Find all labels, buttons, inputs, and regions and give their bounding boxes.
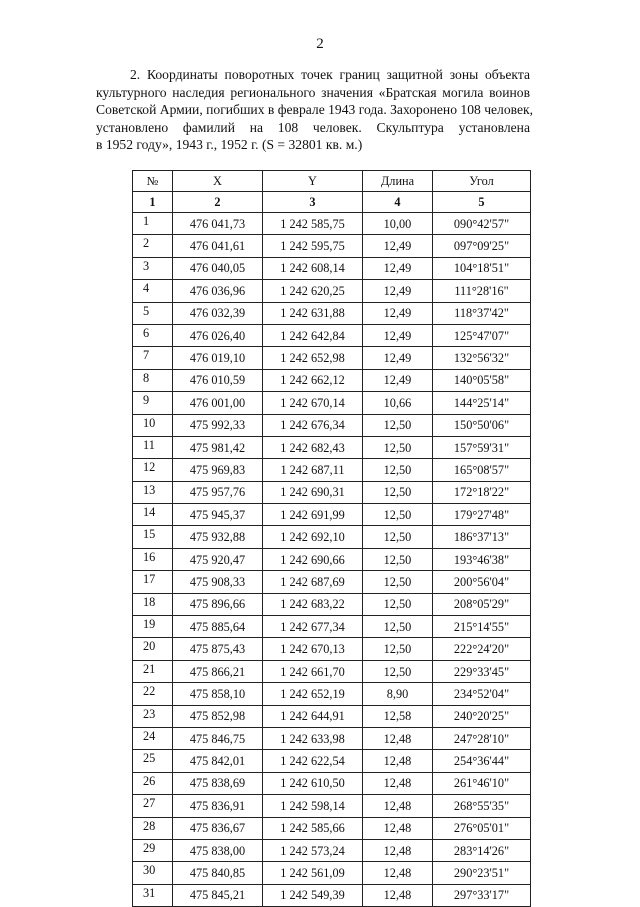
angle-cell: 240°20'25": [433, 705, 531, 727]
intro-line: культурного наследия регионального значения «Братская могила воинов: [96, 84, 530, 100]
y-cell: 1 242 631,88: [263, 302, 363, 324]
point-number-cell: 30: [133, 862, 173, 884]
x-cell: 475 845,21: [173, 884, 263, 906]
angle-cell: 140°05'58": [433, 369, 531, 391]
x-cell: 475 945,37: [173, 504, 263, 526]
length-cell: 12,50: [363, 526, 433, 548]
table-row: [133, 839, 531, 861]
column-number-row: [133, 192, 531, 213]
table-row: [133, 772, 531, 794]
point-number-cell: 16: [133, 548, 173, 570]
point-number-cell: 10: [133, 414, 173, 436]
point-number-cell: 8: [133, 369, 173, 391]
angle-cell: 261°46'10": [433, 772, 531, 794]
length-cell: 12,50: [363, 436, 433, 458]
table-row: [133, 302, 531, 324]
angle-cell: 165°08'57": [433, 459, 531, 481]
length-cell: 12,49: [363, 369, 433, 391]
point-number-cell: 28: [133, 817, 173, 839]
table-row: [133, 638, 531, 660]
table-row: [133, 504, 531, 526]
table-row: [133, 616, 531, 638]
x-cell: 476 041,61: [173, 235, 263, 257]
x-cell: 476 010,59: [173, 369, 263, 391]
point-number-cell: 7: [133, 347, 173, 369]
length-cell: 12,49: [363, 302, 433, 324]
length-cell: 12,48: [363, 862, 433, 884]
point-number-cell: 27: [133, 795, 173, 817]
angle-cell: 104°18'51": [433, 257, 531, 279]
angle-cell: 208°05'29": [433, 593, 531, 615]
y-cell: 1 242 652,98: [263, 347, 363, 369]
y-cell: 1 242 633,98: [263, 727, 363, 749]
x-cell: 476 026,40: [173, 324, 263, 346]
length-cell: 12,50: [363, 660, 433, 682]
table-row: [133, 369, 531, 391]
point-number-cell: 18: [133, 593, 173, 615]
y-cell: 1 242 585,66: [263, 817, 363, 839]
table-row: [133, 235, 531, 257]
angle-cell: 297°33'17": [433, 884, 531, 906]
x-cell: 475 885,64: [173, 616, 263, 638]
length-cell: 12,48: [363, 795, 433, 817]
length-cell: 12,50: [363, 414, 433, 436]
table-body: [133, 213, 531, 907]
point-number-cell: 6: [133, 324, 173, 346]
table-row: [133, 593, 531, 615]
x-cell: 475 852,98: [173, 705, 263, 727]
point-number-cell: 25: [133, 750, 173, 772]
x-cell: 475 908,33: [173, 571, 263, 593]
length-cell: 12,49: [363, 324, 433, 346]
y-cell: 1 242 622,54: [263, 750, 363, 772]
angle-cell: 157°59'31": [433, 436, 531, 458]
x-cell: 476 036,96: [173, 280, 263, 302]
y-cell: 1 242 670,14: [263, 392, 363, 414]
angle-cell: 276°05'01": [433, 817, 531, 839]
point-number-cell: 3: [133, 257, 173, 279]
table-row: [133, 683, 531, 705]
table-row: [133, 526, 531, 548]
x-cell: 475 875,43: [173, 638, 263, 660]
angle-cell: 283°14'26": [433, 839, 531, 861]
y-cell: 1 242 682,43: [263, 436, 363, 458]
table-row: [133, 459, 531, 481]
x-cell: 475 842,01: [173, 750, 263, 772]
point-number-cell: 23: [133, 705, 173, 727]
angle-cell: 290°23'51": [433, 862, 531, 884]
length-cell: 12,50: [363, 593, 433, 615]
y-cell: 1 242 676,34: [263, 414, 363, 436]
point-number-cell: 15: [133, 526, 173, 548]
x-cell: 475 969,83: [173, 459, 263, 481]
length-cell: 12,50: [363, 548, 433, 570]
length-cell: 12,58: [363, 705, 433, 727]
x-cell: 475 836,91: [173, 795, 263, 817]
y-cell: 1 242 561,09: [263, 862, 363, 884]
y-cell: 1 242 598,14: [263, 795, 363, 817]
length-cell: 12,49: [363, 280, 433, 302]
y-cell: 1 242 670,13: [263, 638, 363, 660]
point-number-cell: 29: [133, 839, 173, 861]
length-cell: 12,48: [363, 839, 433, 861]
y-cell: 1 242 683,22: [263, 593, 363, 615]
table-row: [133, 705, 531, 727]
table-row: [133, 257, 531, 279]
x-cell: 475 846,75: [173, 727, 263, 749]
angle-cell: 215°14'55": [433, 616, 531, 638]
y-cell: 1 242 661,70: [263, 660, 363, 682]
length-cell: 8,90: [363, 683, 433, 705]
page-number: 2: [316, 36, 324, 52]
angle-cell: 097°09'25": [433, 235, 531, 257]
intro-line: в 1952 году», 1943 г., 1952 г. (S = 32801 кв. м.): [96, 137, 363, 152]
x-cell: 475 858,10: [173, 683, 263, 705]
x-cell: 475 840,85: [173, 862, 263, 884]
point-number-cell: 12: [133, 459, 173, 481]
length-cell: 12,49: [363, 347, 433, 369]
x-cell: 476 001,00: [173, 392, 263, 414]
y-cell: 1 242 677,34: [263, 616, 363, 638]
angle-cell: 186°37'13": [433, 526, 531, 548]
y-cell: 1 242 690,31: [263, 481, 363, 503]
x-cell: 475 981,42: [173, 436, 263, 458]
angle-cell: 254°36'44": [433, 750, 531, 772]
length-cell: 12,48: [363, 772, 433, 794]
y-cell: 1 242 692,10: [263, 526, 363, 548]
table-row: [133, 414, 531, 436]
table-row: [133, 548, 531, 570]
length-cell: 10,66: [363, 392, 433, 414]
x-cell: 476 041,73: [173, 213, 263, 235]
x-cell: 475 920,47: [173, 548, 263, 570]
table-row: [133, 750, 531, 772]
column-number: 5: [433, 192, 531, 213]
table-row: [133, 213, 531, 235]
length-cell: 12,50: [363, 481, 433, 503]
length-cell: 12,49: [363, 235, 433, 257]
length-cell: 12,50: [363, 571, 433, 593]
header-length: Длина: [363, 171, 433, 192]
header-angle: Угол: [433, 171, 531, 192]
angle-cell: 144°25'14": [433, 392, 531, 414]
y-cell: 1 242 644,91: [263, 705, 363, 727]
length-cell: 12,48: [363, 884, 433, 906]
intro-paragraph: [96, 66, 534, 154]
x-cell: 475 838,00: [173, 839, 263, 861]
table-row: [133, 795, 531, 817]
intro-line: 2. Координаты поворотных точек границ защитной зоны объекта: [130, 67, 530, 82]
y-cell: 1 242 691,99: [263, 504, 363, 526]
table-header-row: [133, 171, 531, 192]
angle-cell: 268°55'35": [433, 795, 531, 817]
angle-cell: 132°56'32": [433, 347, 531, 369]
length-cell: 12,48: [363, 817, 433, 839]
angle-cell: 118°37'42": [433, 302, 531, 324]
x-cell: 475 957,76: [173, 481, 263, 503]
column-number: 2: [173, 192, 263, 213]
point-number-cell: 1: [133, 213, 173, 235]
point-number-cell: 26: [133, 772, 173, 794]
table-row: [133, 727, 531, 749]
angle-cell: 111°28'16": [433, 280, 531, 302]
table-row: [133, 280, 531, 302]
length-cell: 12,50: [363, 504, 433, 526]
x-cell: 475 836,67: [173, 817, 263, 839]
table-row: [133, 817, 531, 839]
coordinates-table: [132, 170, 531, 907]
y-cell: 1 242 549,39: [263, 884, 363, 906]
x-cell: 476 040,05: [173, 257, 263, 279]
point-number-cell: 2: [133, 235, 173, 257]
table-row: [133, 571, 531, 593]
y-cell: 1 242 662,12: [263, 369, 363, 391]
angle-cell: 150°50'06": [433, 414, 531, 436]
y-cell: 1 242 687,69: [263, 571, 363, 593]
angle-cell: 200°56'04": [433, 571, 531, 593]
table-row: [133, 862, 531, 884]
x-cell: 475 932,88: [173, 526, 263, 548]
table-row: [133, 324, 531, 346]
x-cell: 475 838,69: [173, 772, 263, 794]
angle-cell: 090°42'57": [433, 213, 531, 235]
angle-cell: 179°27'48": [433, 504, 531, 526]
intro-line: установлено фамилий на 108 человек. Скульптура установлена: [96, 119, 530, 135]
length-cell: 12,49: [363, 257, 433, 279]
length-cell: 10,00: [363, 213, 433, 235]
y-cell: 1 242 642,84: [263, 324, 363, 346]
point-number-cell: 9: [133, 392, 173, 414]
y-cell: 1 242 585,75: [263, 213, 363, 235]
y-cell: 1 242 687,11: [263, 459, 363, 481]
angle-cell: 125°47'07": [433, 324, 531, 346]
column-number: 4: [363, 192, 433, 213]
table-row: [133, 481, 531, 503]
y-cell: 1 242 610,50: [263, 772, 363, 794]
point-number-cell: 13: [133, 481, 173, 503]
table-row: [133, 392, 531, 414]
table-row: [133, 660, 531, 682]
point-number-cell: 19: [133, 616, 173, 638]
angle-cell: 222°24'20": [433, 638, 531, 660]
point-number-cell: 31: [133, 884, 173, 906]
length-cell: 12,50: [363, 638, 433, 660]
angle-cell: 247°28'10": [433, 727, 531, 749]
length-cell: 12,48: [363, 727, 433, 749]
table-row: [133, 347, 531, 369]
intro-line: Советской Армии, погибших в феврале 1943 года. Захоронено 108 человек,: [96, 102, 534, 117]
angle-cell: 234°52'04": [433, 683, 531, 705]
point-number-cell: 11: [133, 436, 173, 458]
y-cell: 1 242 620,25: [263, 280, 363, 302]
angle-cell: 229°33'45": [433, 660, 531, 682]
length-cell: 12,48: [363, 750, 433, 772]
point-number-cell: 14: [133, 504, 173, 526]
angle-cell: 172°18'22": [433, 481, 531, 503]
header-y: Y: [263, 171, 363, 192]
length-cell: 12,50: [363, 616, 433, 638]
point-number-cell: 17: [133, 571, 173, 593]
point-number-cell: 21: [133, 660, 173, 682]
y-cell: 1 242 652,19: [263, 683, 363, 705]
angle-cell: 193°46'38": [433, 548, 531, 570]
x-cell: 475 992,33: [173, 414, 263, 436]
header-x: X: [173, 171, 263, 192]
y-cell: 1 242 690,66: [263, 548, 363, 570]
table-row: [133, 436, 531, 458]
table-row: [133, 884, 531, 906]
header-number: №: [133, 171, 173, 192]
y-cell: 1 242 608,14: [263, 257, 363, 279]
column-number: 1: [133, 192, 173, 213]
length-cell: 12,50: [363, 459, 433, 481]
y-cell: 1 242 573,24: [263, 839, 363, 861]
point-number-cell: 22: [133, 683, 173, 705]
column-number: 3: [263, 192, 363, 213]
x-cell: 476 019,10: [173, 347, 263, 369]
x-cell: 475 866,21: [173, 660, 263, 682]
x-cell: 475 896,66: [173, 593, 263, 615]
x-cell: 476 032,39: [173, 302, 263, 324]
point-number-cell: 20: [133, 638, 173, 660]
y-cell: 1 242 595,75: [263, 235, 363, 257]
point-number-cell: 5: [133, 302, 173, 324]
point-number-cell: 4: [133, 280, 173, 302]
point-number-cell: 24: [133, 727, 173, 749]
